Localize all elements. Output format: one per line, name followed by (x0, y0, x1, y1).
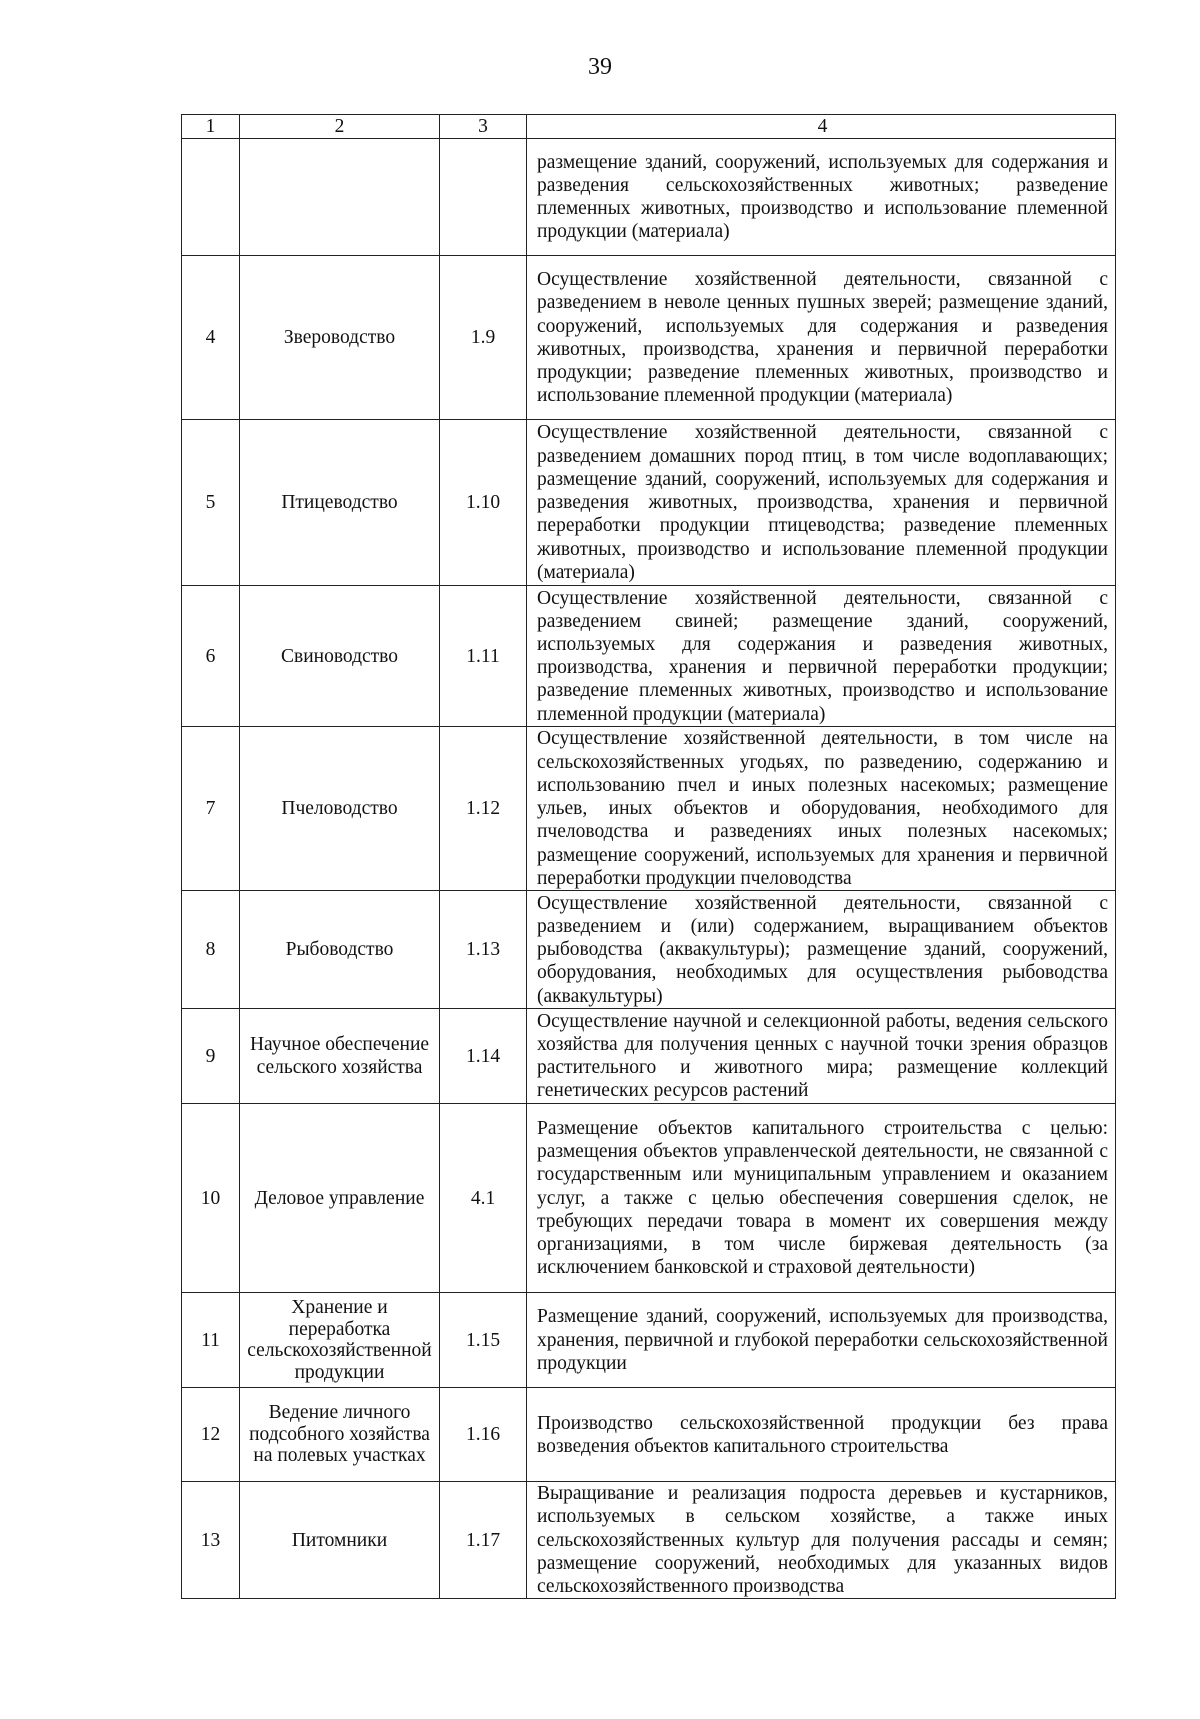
row-number-cell: 10 (182, 1104, 240, 1293)
description-cell: Производство сельскохозяйственной продукции без права возведения объектов капитального строительства (527, 1388, 1116, 1482)
use-name-cell: Свиноводство (240, 586, 440, 727)
row-number-cell: 11 (182, 1293, 240, 1388)
row-number-cell: 4 (182, 256, 240, 420)
description-cell: Осуществление хозяйственной деятельности, связанной с разведением свиней; размещение зданий, сооружений, используемых для содержания и разведения животных, производства, хранения и первичной переработки продукции; разведение племенных животных, производство и использование племенной продукции (материала) (527, 586, 1116, 727)
table-header-row (182, 115, 1116, 139)
use-code-cell: 1.10 (440, 420, 527, 586)
description-cell: Осуществление хозяйственной деятельности, связанной с разведением домашних пород птиц, в том числе водоплавающих; размещение зданий, сооружений, используемых для содержания и разведения животных, производства, хранения и первичной переработки продукции птицеводства; разведение племенных животных, производство и использование племенной продукции (материала) (527, 420, 1116, 586)
use-code-cell: 1.11 (440, 586, 527, 727)
description-cell: Выращивание и реализация подроста деревьев и кустарников, используемых в сельском хозяйстве, а также иных сельскохозяйственных культур для получения рассады и семян; размещение сооружений, необходимых для указанных видов сельскохозяйственного производства (527, 1482, 1116, 1599)
table-row (182, 420, 1116, 586)
table-row (182, 256, 1116, 420)
row-number-cell: 13 (182, 1482, 240, 1599)
use-name-cell: Птицеводство (240, 420, 440, 586)
use-code-cell: 1.14 (440, 1009, 527, 1104)
use-code-cell (440, 139, 527, 256)
use-code-cell: 4.1 (440, 1104, 527, 1293)
use-name-cell: Научное обеспечение сельского хозяйства (240, 1009, 440, 1104)
description-cell: Осуществление хозяйственной деятельности, связанной с разведением и (или) содержанием, выращиванием объектов рыбоводства (аквакультуры); размещение зданий, сооружений, оборудования, необходимых для осуществления рыбоводства (аквакультуры) (527, 891, 1116, 1009)
use-name-cell: Пчеловодство (240, 727, 440, 891)
description-cell: Размещение зданий, сооружений, используемых для производства, хранения, первичной и глубокой переработки сельскохозяйственной продукции (527, 1293, 1116, 1388)
use-name-cell: Звероводство (240, 256, 440, 420)
row-number-cell: 6 (182, 586, 240, 727)
use-name-cell: Хранение и переработка сельскохозяйственной продукции (240, 1293, 440, 1388)
table-row (182, 891, 1116, 1009)
table-row (182, 1293, 1116, 1388)
use-code-cell: 1.17 (440, 1482, 527, 1599)
table-row (182, 1104, 1116, 1293)
table-row (182, 1388, 1116, 1482)
column-header-4: 4 (527, 115, 1116, 139)
use-code-cell: 1.13 (440, 891, 527, 1009)
use-name-cell: Деловое управление (240, 1104, 440, 1293)
row-number-cell: 5 (182, 420, 240, 586)
table-row (182, 1009, 1116, 1104)
column-header-3: 3 (440, 115, 527, 139)
land-use-table (181, 114, 1116, 1599)
description-cell: Осуществление хозяйственной деятельности, связанной с разведением в неволе ценных пушных зверей; размещение зданий, сооружений, используемых для содержания и разведения животных, производства, хранения и первичной переработки продукции; разведение племенных животных, производство и использование племенной продукции (материала) (527, 256, 1116, 420)
description-cell: размещение зданий, сооружений, используемых для содержания и разведения сельскохозяйственных животных; разведение племенных животных, производство и использование племенной продукции (материала) (527, 139, 1116, 256)
column-header-2: 2 (240, 115, 440, 139)
use-code-cell: 1.9 (440, 256, 527, 420)
use-name-cell: Рыбоводство (240, 891, 440, 1009)
description-cell: Осуществление хозяйственной деятельности, в том числе на сельскохозяйственных угодьях, по разведению, содержанию и использованию пчел и иных полезных насекомых; размещение ульев, иных объектов и оборудования, необходимого для пчеловодства и разведениях иных полезных насекомых; размещение сооружений, используемых для хранения и первичной переработки продукции пчеловодства (527, 727, 1116, 891)
description-cell: Осуществление научной и селекционной работы, ведения сельского хозяйства для получения ценных с научной точки зрения образцов растительного и животного мира; размещение коллекций генетических ресурсов растений (527, 1009, 1116, 1104)
table-row (182, 586, 1116, 727)
row-number-cell: 12 (182, 1388, 240, 1482)
use-name-cell: Питомники (240, 1482, 440, 1599)
table-row (182, 139, 1116, 256)
row-number-cell: 7 (182, 727, 240, 891)
use-code-cell: 1.15 (440, 1293, 527, 1388)
description-cell: Размещение объектов капитального строительства с целью: размещения объектов управленческой деятельности, не связанной с государственным или муниципальным управлением и оказанием услуг, а также с целью обеспечения совершения сделок, не требующих передачи товара в момент их совершения между организациями, в том числе биржевая деятельность (за исключением банковской и страховой деятельности) (527, 1104, 1116, 1293)
use-name-cell: Ведение личного подсобного хозяйства на полевых участках (240, 1388, 440, 1482)
table-row (182, 1482, 1116, 1599)
use-code-cell: 1.16 (440, 1388, 527, 1482)
table-row (182, 727, 1116, 891)
row-number-cell: 9 (182, 1009, 240, 1104)
row-number-cell: 8 (182, 891, 240, 1009)
row-number-cell (182, 139, 240, 256)
use-code-cell: 1.12 (440, 727, 527, 891)
page-number: 39 (588, 54, 612, 80)
use-name-cell (240, 139, 440, 256)
column-header-1: 1 (182, 115, 240, 139)
